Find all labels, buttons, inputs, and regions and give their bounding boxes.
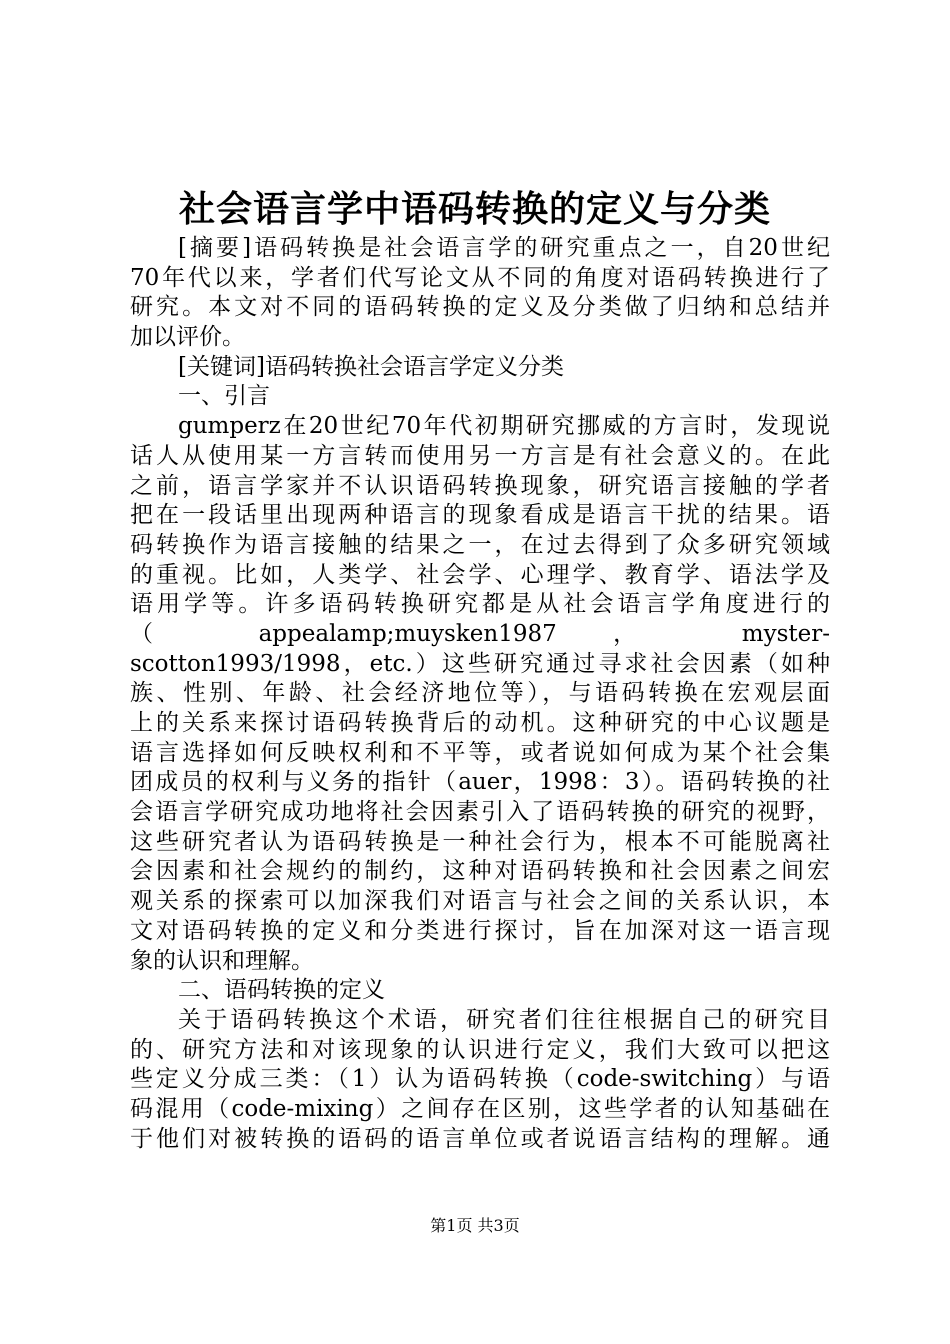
- body-line: 70年代以来，学者们代写论文从不同的角度对语码转换进行了: [130, 264, 830, 291]
- body-line: 上的关系来探讨语码转换背后的动机。这种研究的中心议题是: [130, 710, 830, 736]
- body-line: 语言选择如何反映权利和不平等，或者说如何成为某个社会集: [130, 739, 830, 766]
- body-line: 一、引言: [178, 383, 270, 410]
- body-line: [关键词]语码转换社会语言学定义分类: [178, 353, 564, 380]
- body-line: 这些研究者认为语码转换是一种社会行为，根本不可能脱离社: [130, 828, 830, 855]
- body-line: gumperz在20世纪70年代初期研究挪威的方言时，发现说: [178, 413, 830, 440]
- body-line: 之前，语言学家并不认识语码转换现象，研究语言接触的学者: [130, 472, 830, 499]
- page-footer: 第1页 共3页: [430, 1216, 520, 1235]
- body-line: （ appealamp;muysken1987 ， myster-: [130, 620, 830, 647]
- document-title: 社会语言学中语码转换的定义与分类: [178, 189, 771, 230]
- body-line: 话人从使用某一方言转而使用另一方言是有社会意义的。在此: [130, 442, 830, 469]
- body-line: 象的认识和理解。: [130, 947, 314, 974]
- body-line: 把在一段话里出现两种语言的现象看成是语言干扰的结果。语: [130, 502, 830, 529]
- body-line: [摘要]语码转换是社会语言学的研究重点之一，自20世纪: [178, 235, 830, 261]
- body-line: 族、性别、年龄、社会经济地位等），与语码转换在宏观层面: [130, 680, 830, 707]
- body-line: 团成员的权利与义务的指针（auer，1998：3）。语码转换的社: [130, 769, 830, 796]
- document-body: [130, 234, 830, 1154]
- body-line: 观关系的探索可以加深我们对语言与社会之间的关系认识，本: [130, 888, 830, 915]
- body-line: 于他们对被转换的语码的语言单位或者说语言结构的理解。通: [130, 1125, 830, 1152]
- body-line: 码混用（code-mixing）之间存在区别，这些学者的认知基础在: [130, 1095, 830, 1122]
- body-line: 码转换作为语言接触的结果之一，在过去得到了众多研究领域: [130, 531, 830, 558]
- body-line: 会因素和社会规约的制约，这种对语码转换和社会因素之间宏: [130, 858, 830, 885]
- body-line: 的、研究方法和对该现象的认识进行定义，我们大致可以把这: [130, 1036, 830, 1063]
- body-line: 关于语码转换这个术语，研究者们往往根据自己的研究目: [178, 1006, 830, 1033]
- body-line: 会语言学研究成功地将社会因素引入了语码转换的研究的视野，: [130, 799, 830, 826]
- body-line: 文对语码转换的定义和分类进行探讨，旨在加深对这一语言现: [130, 917, 830, 944]
- body-line: 二、语码转换的定义: [178, 977, 385, 1004]
- body-line: 研究。本文对不同的语码转换的定义及分类做了归纳和总结并: [130, 294, 830, 321]
- body-line: scotton1993/1998，etc.）这些研究通过寻求社会因素（如种: [130, 650, 830, 677]
- body-line: 的重视。比如，人类学、社会学、心理学、教育学、语法学及: [130, 561, 830, 588]
- body-line: 些定义分成三类：（1）认为语码转换（code-switching）与语: [130, 1066, 830, 1093]
- body-line: 语用学等。许多语码转换研究都是从社会语言学角度进行的: [130, 591, 830, 618]
- body-line: 加以评价。: [130, 324, 245, 351]
